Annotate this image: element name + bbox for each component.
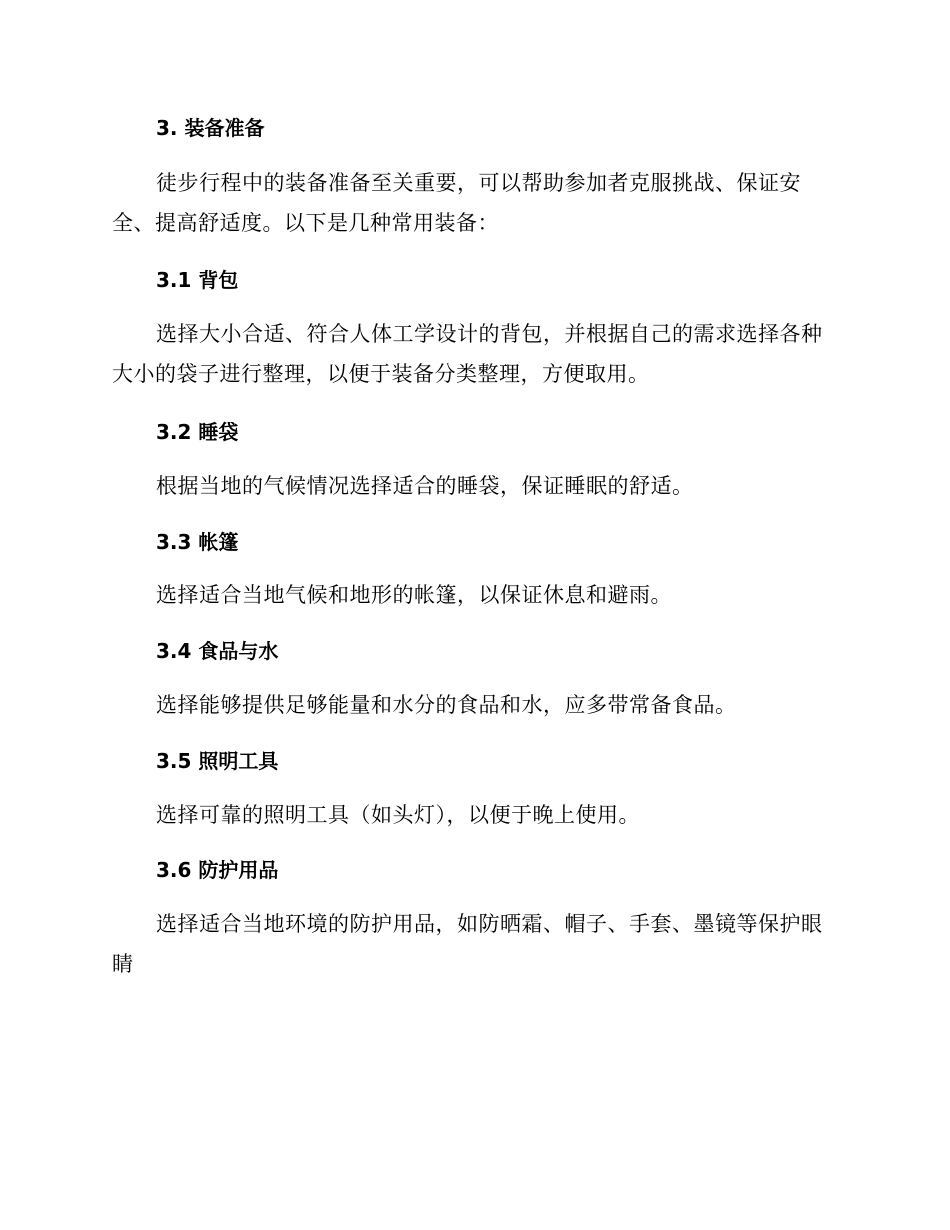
item-text-tent: 选择适合当地气候和地形的帐篷，以保证休息和避雨。	[156, 583, 672, 607]
item-text-sleeping-bag: 根据当地的气候情况选择适合的睡袋，保证睡眠的舒适。	[156, 474, 694, 498]
section-heading: 3. 装备准备	[156, 116, 265, 140]
item-text-protection: 选择适合当地环境的防护用品，如防晒霜、帽子、手套、墨镜等保护眼睛	[112, 912, 823, 976]
section-intro: 徒步行程中的装备准备至关重要，可以帮助参加者克服挑战、保证安全、提高舒适度。以下是几种常用装备：	[112, 171, 801, 235]
item-heading-food-water: 3.4 食品与水	[156, 639, 279, 663]
item-heading-backpack: 3.1 背包	[156, 268, 239, 292]
item-text-lighting: 选择可靠的照明工具（如头灯），以便于晚上使用。	[156, 803, 640, 827]
item-text-food-water: 选择能够提供足够能量和水分的食品和水，应多带常备食品。	[156, 693, 737, 717]
item-text-backpack: 选择大小合适、符合人体工学设计的背包，并根据自己的需求选择各种大小的袋子进行整理，以便于装备分类整理，方便取用。	[112, 322, 823, 386]
item-heading-lighting: 3.5 照明工具	[156, 749, 279, 773]
item-heading-protection: 3.6 防护用品	[156, 858, 279, 882]
item-heading-tent: 3.3 帐篷	[156, 530, 239, 554]
item-heading-sleeping-bag: 3.2 睡袋	[156, 420, 239, 444]
